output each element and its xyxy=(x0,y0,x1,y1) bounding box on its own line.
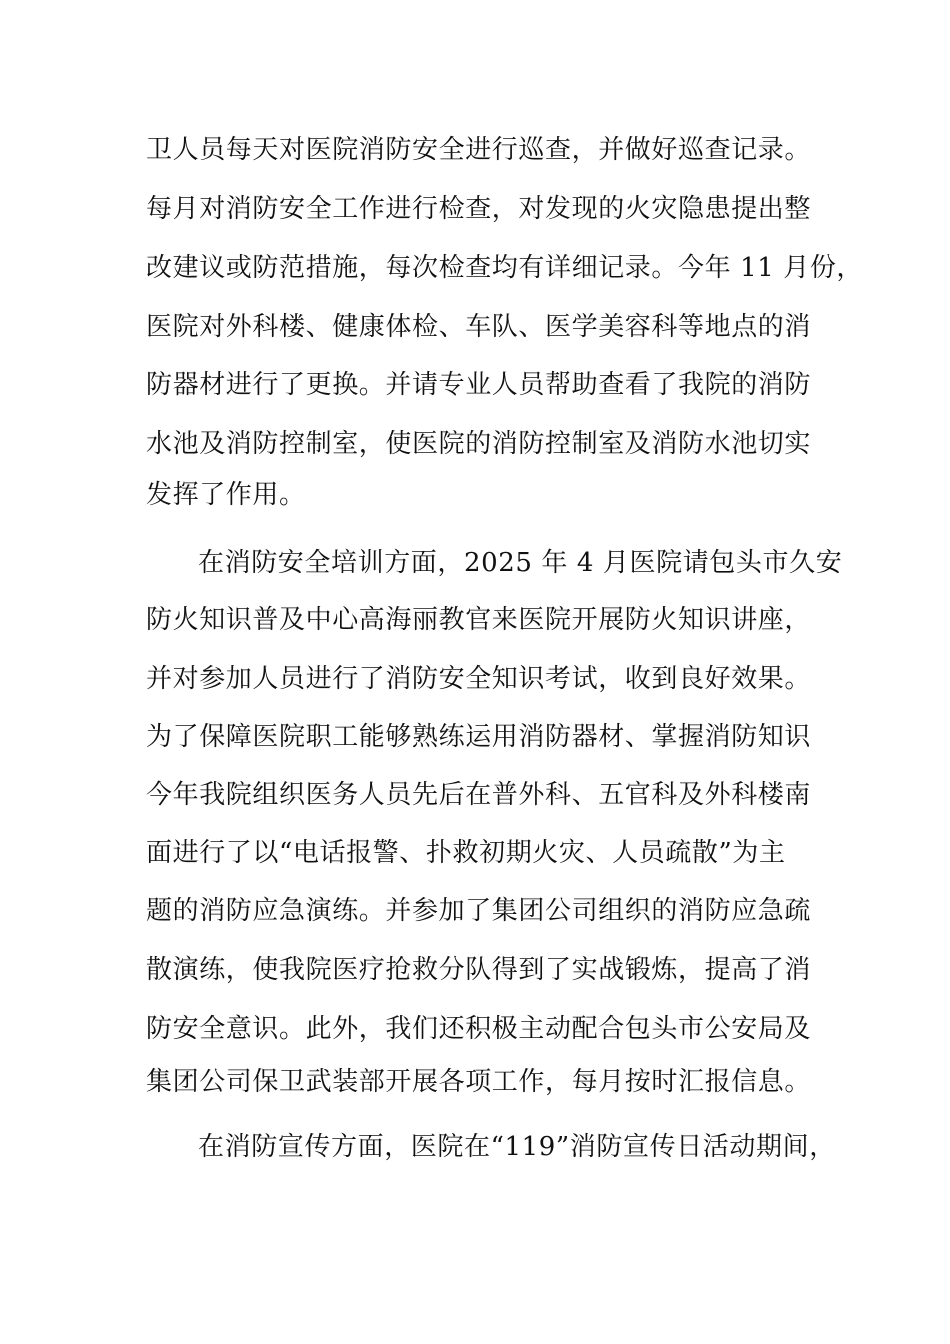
text-line-18: 在消防宣传方面，医院在“119”消防宣传日活动期间， xyxy=(198,1132,836,1162)
text-line-3: 改建议或防范措施，每次检查均有详细记录。今年 11 月份， xyxy=(146,253,864,283)
text-line-17: 集团公司保卫武装部开展各项工作，每月按时汇报信息。 xyxy=(146,1067,812,1097)
text-line-5: 防器材进行了更换。并请专业人员帮助查看了我院的消防 xyxy=(146,370,812,400)
text-line-12: 今年我院组织医务人员先后在普外科、五官科及外科楼南 xyxy=(146,780,812,810)
text-line-11: 为了保障医院职工能够熟练运用消防器材、掌握消防知识 xyxy=(146,722,812,752)
text-line-4: 医院对外科楼、健康体检、车队、医学美容科等地点的消 xyxy=(146,312,812,342)
text-line-15: 散演练，使我院医疗抢救分队得到了实战锻炼，提高了消 xyxy=(146,955,812,985)
text-line-6: 水池及消防控制室，使医院的消防控制室及消防水池切实 xyxy=(146,429,812,459)
text-line-10: 并对参加人员进行了消防安全知识考试，收到良好效果。 xyxy=(146,664,812,694)
text-line-16: 防安全意识。此外，我们还积极主动配合包头市公安局及 xyxy=(146,1014,812,1044)
text-line-13: 面进行了以“电话报警、扑救初期火灾、人员疏散”为主 xyxy=(146,838,786,868)
text-line-14: 题的消防应急演练。并参加了集团公司组织的消防应急疏 xyxy=(146,896,812,926)
text-line-9: 防火知识普及中心高海丽教官来医院开展防火知识讲座， xyxy=(146,605,812,635)
text-line-2: 每月对消防安全工作进行检查，对发现的火灾隐患提出整 xyxy=(146,194,812,224)
text-line-7: 发挥了作用。 xyxy=(146,480,306,510)
text-line-8: 在消防安全培训方面，2025 年 4 月医院请包头市久安 xyxy=(198,548,843,578)
text-line-1: 卫人员每天对医院消防安全进行巡查，并做好巡查记录。 xyxy=(146,135,812,165)
